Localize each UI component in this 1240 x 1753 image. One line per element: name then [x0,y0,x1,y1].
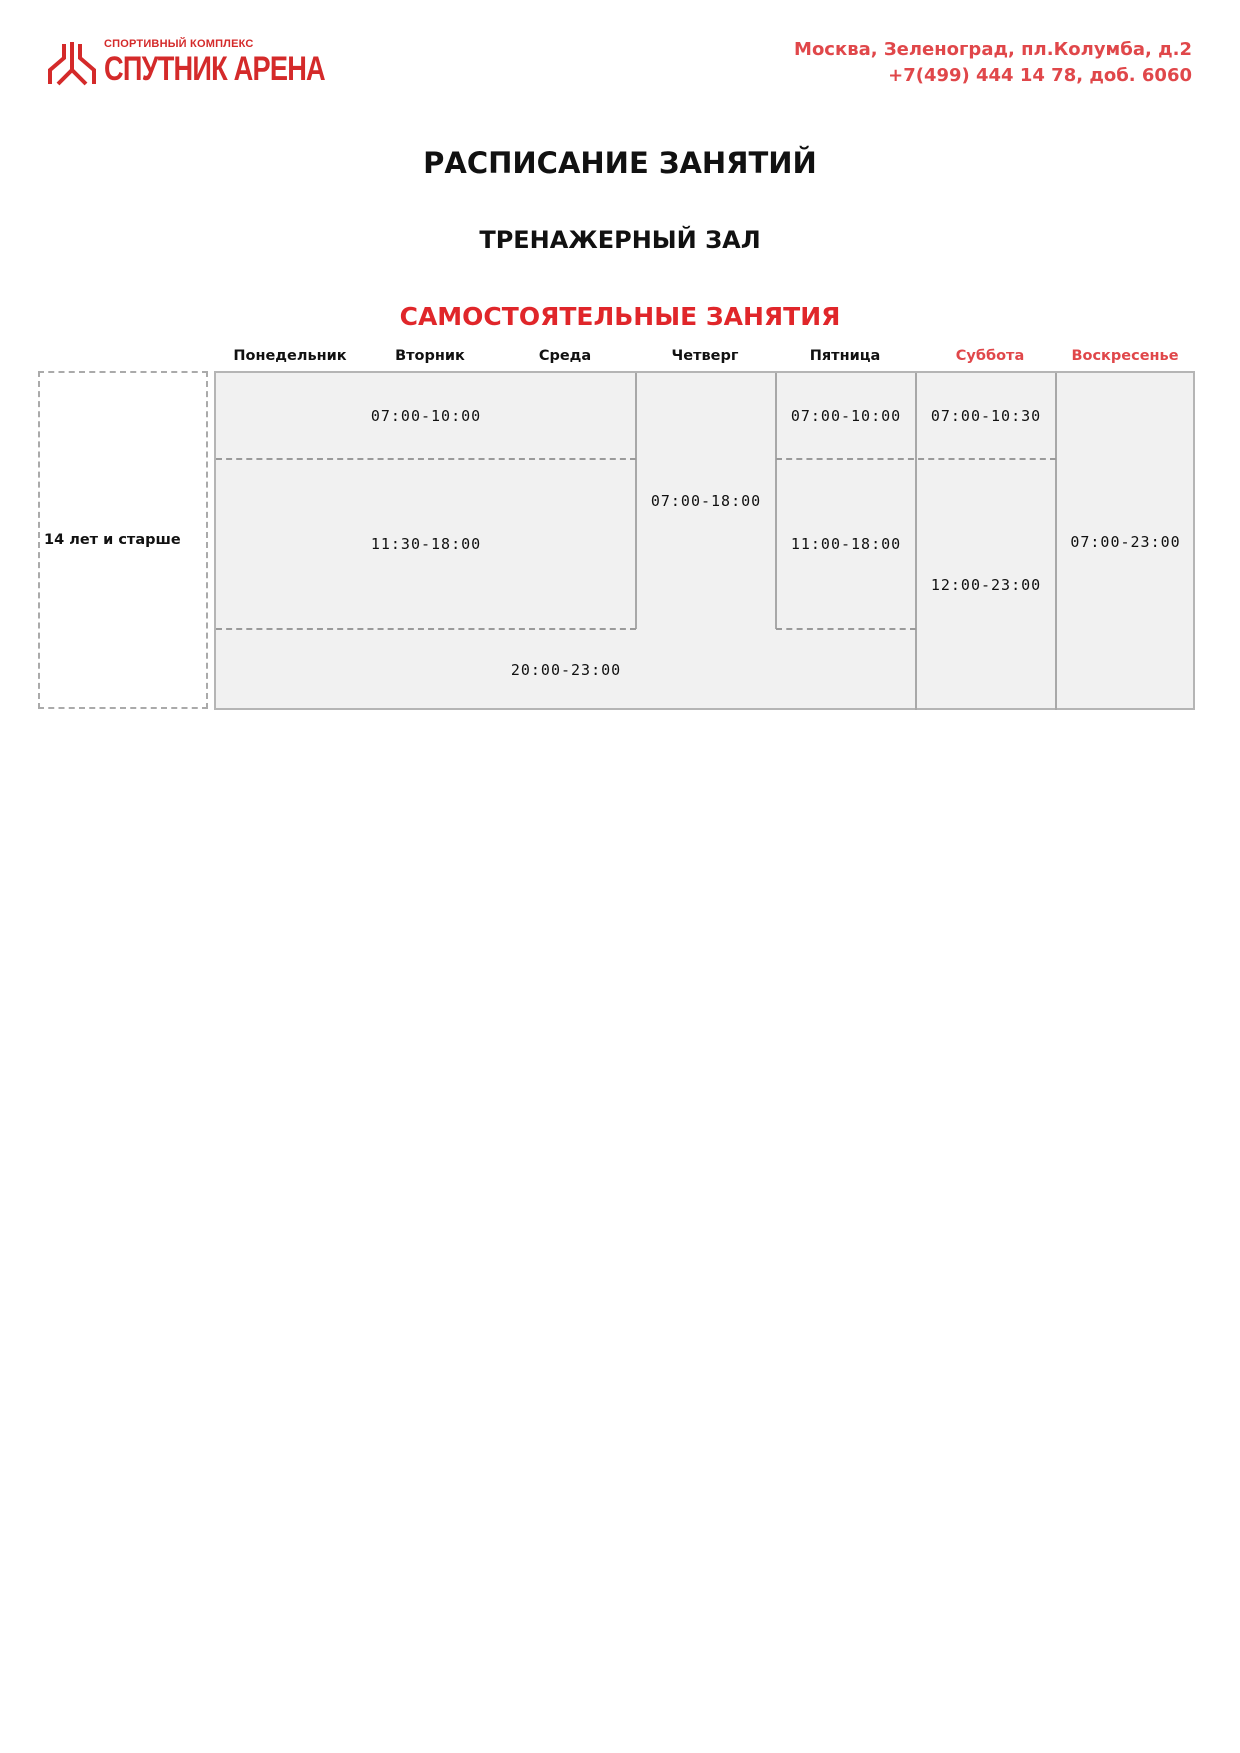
slot-friday-day [776,459,916,629]
address: Москва, Зеленоград, пл.Колумба, д.2 [794,39,1192,60]
day-header-sunday: Воскресенье [1071,348,1179,364]
grid-divider [915,373,917,710]
grid-divider [635,373,637,629]
slot-friday-morning [776,373,916,459]
age-group-cell [38,371,208,709]
day-header-tuesday: Вторник [395,348,465,364]
slot-time: 12:00-23:00 [930,575,1042,594]
slot-time: 07:00-18:00 [650,492,762,510]
grid-divider [775,373,777,629]
grid-divider [776,458,1056,460]
grid-divider [216,628,636,630]
slot-time: 07:00-23:00 [1070,532,1181,551]
slot-time: 11:00-18:00 [790,535,902,553]
page-title: РАСПИСАНИЕ ЗАНЯТИЙ [423,146,817,180]
day-header-wednesday: Среда [538,348,592,364]
slot-saturday-day [916,459,1056,710]
slot-mon-fri-evening [216,629,916,710]
slot-time: 11:30-18:00 [370,535,482,553]
subsection-title: САМОСТОЯТЕЛЬНЫЕ ЗАНЯТИЯ [399,302,841,331]
contact-block [794,37,1192,89]
phone: +7(499) 444 14 78, доб. 6060 [888,65,1192,86]
logo [46,38,326,94]
slot-sunday [1056,373,1195,710]
grid-divider [1055,373,1057,710]
logo-emblem [46,40,98,86]
slot-thursday [636,373,776,629]
slot-time: 20:00-23:00 [510,660,622,679]
schedule-grid [214,371,1195,710]
logo-name: СПУТНИК АРЕНА [104,50,325,88]
day-header-thursday: Четверг [671,348,739,364]
grid-divider [776,628,916,630]
section-title: ТРЕНАЖЕРНЫЙ ЗАЛ [479,226,761,254]
slot-saturday-morning [916,373,1056,459]
slot-time: 07:00-10:00 [790,407,902,425]
age-group-label: 14 лет и старше [44,532,181,548]
slot-mon-wed-morning [216,373,636,459]
grid-divider [216,458,636,460]
slot-mon-wed-day [216,459,636,629]
logo-subtitle: СПОРТИВНЫЙ КОМПЛЕКС [104,38,254,50]
day-header-monday: Понедельник [233,348,347,364]
day-header-friday: Пятница [809,348,881,364]
slot-time: 07:00-10:30 [930,407,1042,425]
day-header-saturday: Суббота [955,348,1025,364]
slot-time: 07:00-10:00 [370,407,482,425]
